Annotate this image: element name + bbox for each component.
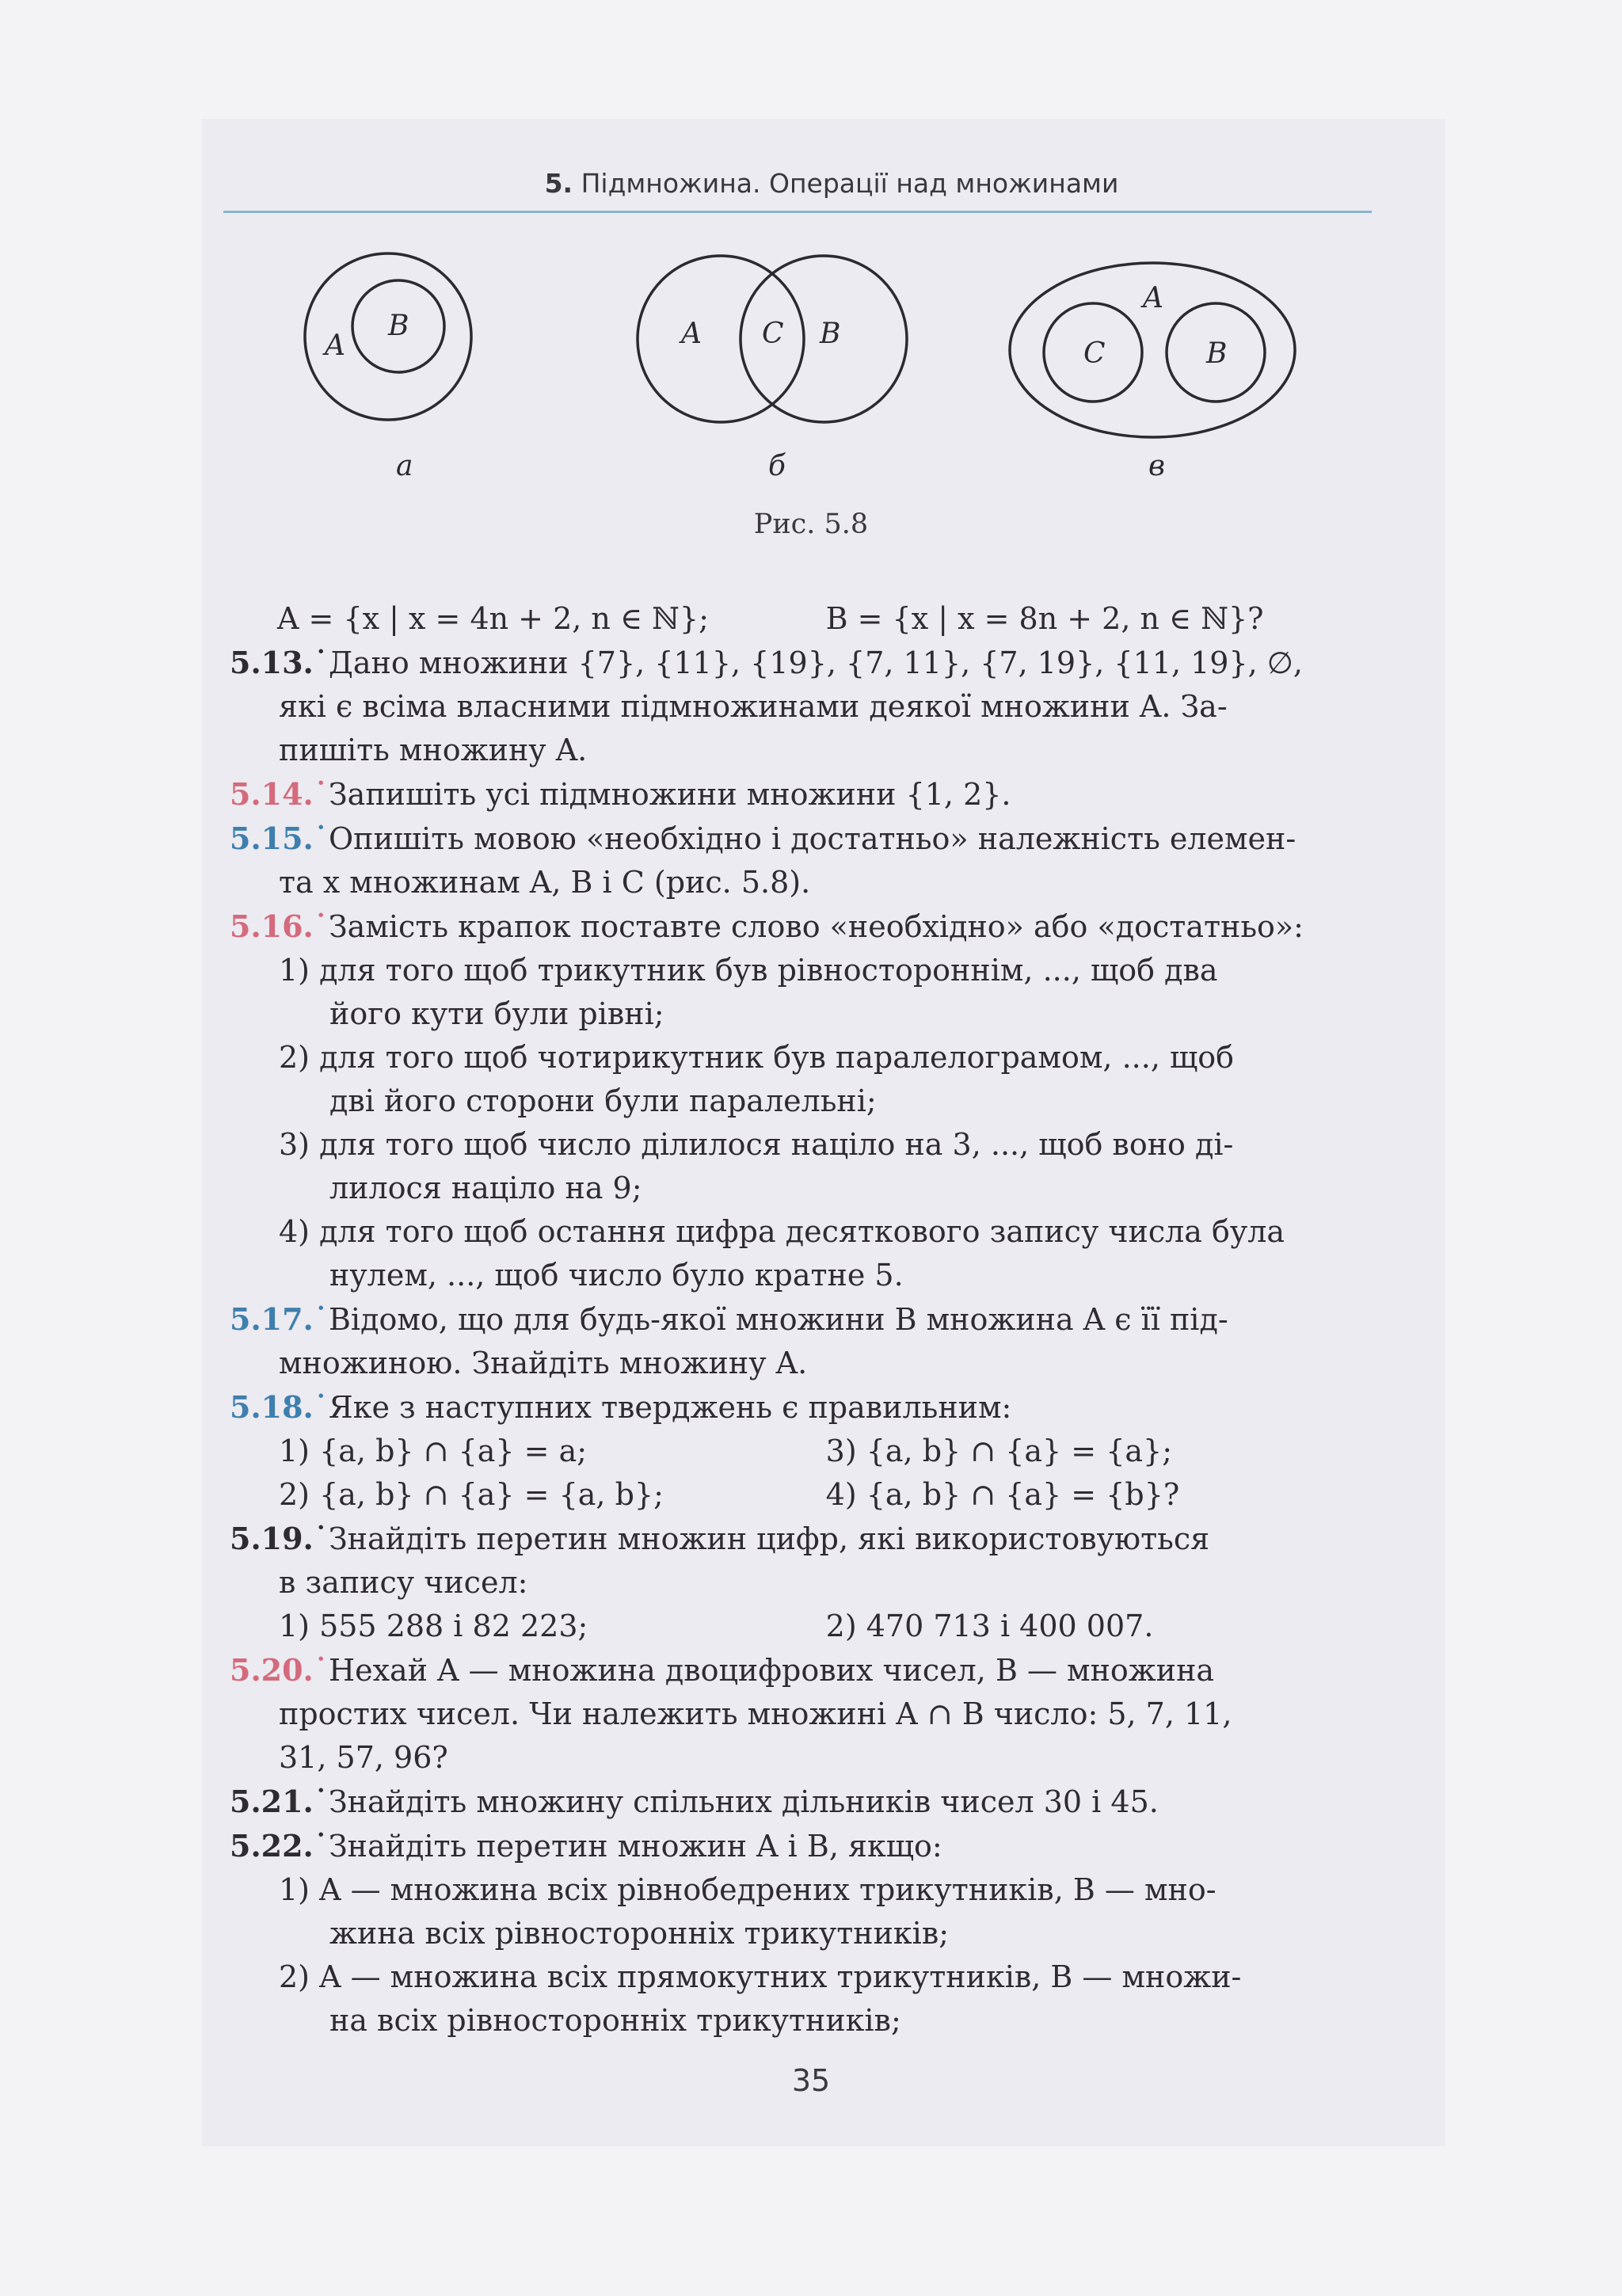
problem-5-19 — [230, 1517, 1378, 1561]
problem-5-15 — [230, 817, 1378, 861]
problem-5-22 — [230, 1824, 1378, 1868]
panel-a-caption: а — [396, 450, 413, 482]
chapter-number: 5. — [544, 168, 573, 199]
problem-5-21 — [230, 1780, 1378, 1824]
problem-text: та x множинам A, B і C (рис. 5.8). — [279, 865, 811, 900]
options-row — [230, 1605, 1378, 1648]
sub-item: нулем, ..., щоб число було кратне 5. — [329, 1258, 904, 1293]
chapter-title: Підмножина. Операції над множинами — [581, 168, 1119, 199]
problem-5-14 — [230, 772, 1378, 817]
panel-b-caption: б — [768, 450, 786, 482]
problem-text: множиною. Знайдіть множину A. — [279, 1346, 808, 1380]
sub-item: 3) для того щоб число ділилося націло на 3, ..., щоб воно ді- — [279, 1127, 1234, 1162]
sub-item: 1) A — множина всіх рівнобедрених трикутників, B — мно- — [279, 1872, 1216, 1907]
problem-number: 5.15.˙ — [230, 821, 329, 856]
problem-text: Дано множини {7}, {11}, {19}, {7, 11}, {7, 19}, {11, 19}, ∅, — [329, 645, 1303, 680]
sub-item: його кути були рівні; — [329, 996, 664, 1031]
p12-set-b: B = {x | x = 8n + 2, n ∈ ℕ}? — [825, 601, 1264, 636]
option: 4) {a, b} ∩ {a} = {b}? — [825, 1477, 1180, 1512]
problem-text: Замість крапок поставте слово «необхідно» або «достатньо»: — [329, 909, 1304, 944]
problem-5-17 — [230, 1297, 1378, 1342]
panel-a-label-inner: B — [388, 310, 409, 342]
page-number: 35 — [791, 2063, 831, 2098]
problem-text: пишіть множину A. — [279, 733, 588, 767]
venn-figure — [289, 238, 1335, 499]
problem-number: 5.13.˙ — [230, 645, 329, 680]
p12-set-a: A = {x | x = 4n + 2, n ∈ ℕ}; — [277, 601, 709, 636]
problems-text — [230, 597, 1378, 2043]
sub-item: 4) для того щоб остання цифра десяткового запису числа була — [279, 1214, 1285, 1249]
sub-item: 2) для того щоб чотирикутник був паралелограмом, ..., щоб — [279, 1040, 1235, 1075]
problem-5-18 — [230, 1385, 1378, 1430]
panel-b-label-right: B — [820, 318, 841, 350]
problem-number: 5.22.˙ — [230, 1828, 329, 1864]
figure-caption: Рис. 5.8 — [753, 508, 869, 540]
panel-b-label-middle: C — [762, 318, 784, 350]
problem-text: Знайдіть перетин множин A і B, якщо: — [329, 1829, 942, 1864]
problem-text: Знайдіть множину спільних дільників чисел 30 і 45. — [329, 1784, 1159, 1819]
problem-text: Знайдіть перетин множин цифр, які використовуються — [329, 1521, 1210, 1556]
problem-number: 5.14.˙ — [230, 776, 329, 812]
panel-c-label-left: C — [1083, 337, 1106, 370]
problem-number: 5.16.˙ — [230, 908, 329, 944]
option: 2) {a, b} ∩ {a} = {a, b}; — [279, 1477, 664, 1512]
problem-number: 5.17.˙ — [230, 1301, 329, 1337]
sub-item: жина всіх рівносторонніх трикутників; — [329, 1916, 950, 1951]
problem-5-20 — [230, 1648, 1378, 1692]
problem-number: 5.21.˙ — [230, 1784, 329, 1819]
panel-c-label-right: B — [1206, 337, 1228, 370]
panel-c-caption: в — [1148, 450, 1165, 482]
running-head — [289, 168, 1374, 199]
option: 1) {a, b} ∩ {a} = a; — [279, 1434, 588, 1468]
problem-number: 5.19.˙ — [230, 1521, 329, 1556]
problem-text: простих чисел. Чи належить множині A ∩ B число: 5, 7, 11, — [279, 1696, 1232, 1731]
options-row — [230, 1473, 1378, 1517]
problem-text: які є всіма власними підмножинами деякої множини A. За- — [279, 689, 1228, 724]
sub-item: 1) для того щоб трикутник був рівностороннім, ..., щоб два — [279, 953, 1218, 988]
problem-text: в запису чисел: — [279, 1565, 528, 1600]
problem-text: 31, 57, 96? — [279, 1740, 448, 1775]
option: 2) 470 713 і 400 007. — [825, 1609, 1154, 1643]
problem-text: Нехай A — множина двоцифрових чисел, B — множина — [329, 1653, 1215, 1688]
p12-tail — [230, 597, 1378, 641]
options-row — [230, 1430, 1378, 1473]
problem-5-13 — [230, 641, 1378, 685]
panel-c-label-outer: A — [1143, 282, 1163, 314]
problem-text: Яке з наступних тверджень є правильним: — [329, 1390, 1012, 1425]
sub-item: лилося націло на 9; — [329, 1171, 642, 1205]
sub-item: на всіх рівносторонніх трикутників; — [329, 2003, 901, 2038]
option: 1) 555 288 і 82 223; — [279, 1609, 588, 1643]
problem-text: Відомо, що для будь-якої множини B множина A є її під- — [329, 1302, 1228, 1337]
panel-b-label-left: A — [681, 318, 702, 350]
problem-number: 5.20.˙ — [230, 1652, 329, 1688]
problem-text: Запишіть усі підмножини множини {1, 2}. — [329, 777, 1011, 812]
option: 3) {a, b} ∩ {a} = {a}; — [825, 1434, 1173, 1468]
sub-item: 2) A — множина всіх прямокутних трикутників, B — множи- — [279, 1959, 1242, 1994]
problem-text: Опишіть мовою «необхідно і достатньо» належність елемен- — [329, 821, 1296, 856]
problem-5-16 — [230, 904, 1378, 949]
problem-number: 5.18.˙ — [230, 1389, 329, 1425]
header-rule — [223, 211, 1372, 213]
sub-item: дві його сторони були паралельні; — [329, 1083, 877, 1118]
panel-a-label-outer: A — [325, 329, 345, 362]
